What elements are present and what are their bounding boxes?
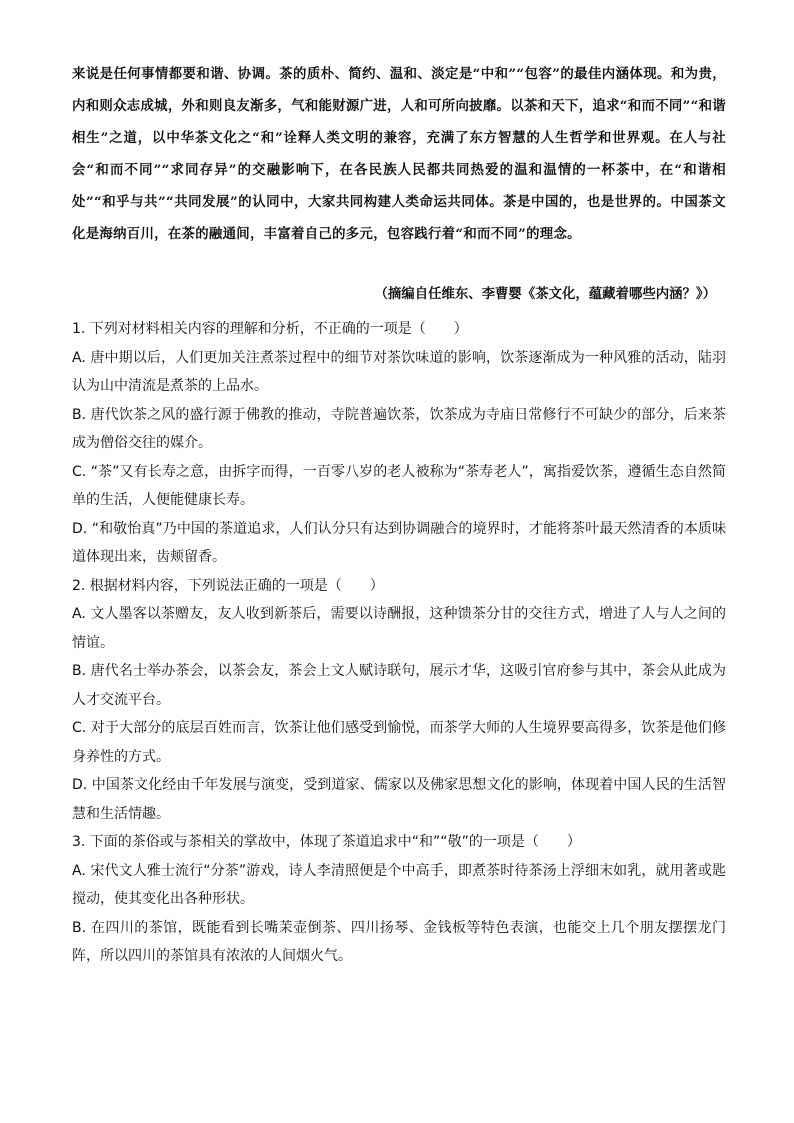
option-d: D. “和敬怡真”乃中国的茶道追求，人们认分只有达到协调融合的境界时，才能将茶叶最天然清香的本质味道体现出来，齿颊留香。 <box>72 520 726 565</box>
question-3 <box>72 828 726 971</box>
question-stem: 2. 根据材料内容，下列说法正确的一项是（ ） <box>72 577 384 594</box>
questions-list <box>72 315 726 971</box>
option-b: B. 唐代饮茶之风的盛行源于佛教的推动，寺院普遍饮茶，饮茶成为寺庙日常修行不可缺少的部分，后来茶成为僧俗交往的媒介。 <box>72 406 726 451</box>
question-stem: 1. 下列对材料相关内容的理解和分析，不正确的一项是（ ） <box>72 321 468 337</box>
passage-text: 来说是任何事情都要和谐、协调。茶的质朴、简约、温和、淡定是“中和”“包容”的最佳内涵体现。和为贵，内和则众志成城，外和则良友渐多，气和能财源广进，人和可所向披靡。以茶和天下，追求“和而不同”“和谐相生”之道，以中华茶文化之“和”诠释人类文明的兼容，充满了东方智慧的人生哲学和世界观。在人与社会“和而不同”“求同存异”的交融影响下，在各民族人民都共同热爱的温和温情的一杯茶中，在“和谐相处”“和乎与共”“共同发展”的认同中，大家共同构建人类命运共同体。茶是中国的，也是世界的。中国茶文化是海纳百川，在茶的融通间，丰富着自己的多元，包容践行着“和而不同”的理念。 <box>72 66 726 242</box>
option-a: A. 宋代文人雅士流行“分茶”游戏，诗人李清照便是个中高手，即煮茶时待茶汤上浮细末如乳，就用著或匙搅动，使其变化出各种形状。 <box>72 862 726 907</box>
option-c: C. “茶”又有长寿之意，由拆字而得，一百零八岁的老人被称为“茶寿老人”，寓指爱饮茶，遵循生态自然简单的生活，人便能健康长寿。 <box>72 463 726 508</box>
option-c: C. 对于大部分的底层百姓而言，饮茶让他们感受到愉悦，而茶学大师的人生境界要高得多，饮茶是他们修身养性的方式。 <box>72 720 726 765</box>
option-b: B. 在四川的茶馆，既能看到长嘴茉壶倒茶、四川扬琴、金钱板等特色表演，也能交上几个朋友摆摆龙门阵，所以四川的茶馆具有浓浓的人间烟火气。 <box>72 919 726 964</box>
option-a: A. 文人墨客以茶赠友，友人收到新茶后，需要以诗酬报，这种馈茶分甘的交往方式，增进了人与人之间的情谊。 <box>72 606 726 651</box>
option-b: B. 唐代名士举办茶会，以茶会友，茶会上文人赋诗联句，展示才华，这吸引官府参与其中，茶会从此成为人才交流平台。 <box>72 663 726 708</box>
option-d: D. 中国茶文化经由千年发展与演变，受到道家、儒家以及佛家思想文化的影响，体现着中国人民的生活智慧和生活情趣。 <box>72 777 726 822</box>
option-a: A. 唐中期以后，人们更加关注煮茶过程中的细节对茶饮味道的影响，饮茶逐渐成为一种风雅的活动，陆羽认为山中清流是煮茶的上品水。 <box>72 349 726 394</box>
question-1 <box>72 315 726 572</box>
question-stem: 3. 下面的茶俗或与茶相关的掌故中，体现了茶道追求中“和”“敬”的一项是（ ） <box>72 834 581 850</box>
question-2 <box>72 572 726 829</box>
passage-source: （摘编自任维东、李曹婴《茶文化，蕴藏着哪些内涵？》） <box>374 286 716 302</box>
